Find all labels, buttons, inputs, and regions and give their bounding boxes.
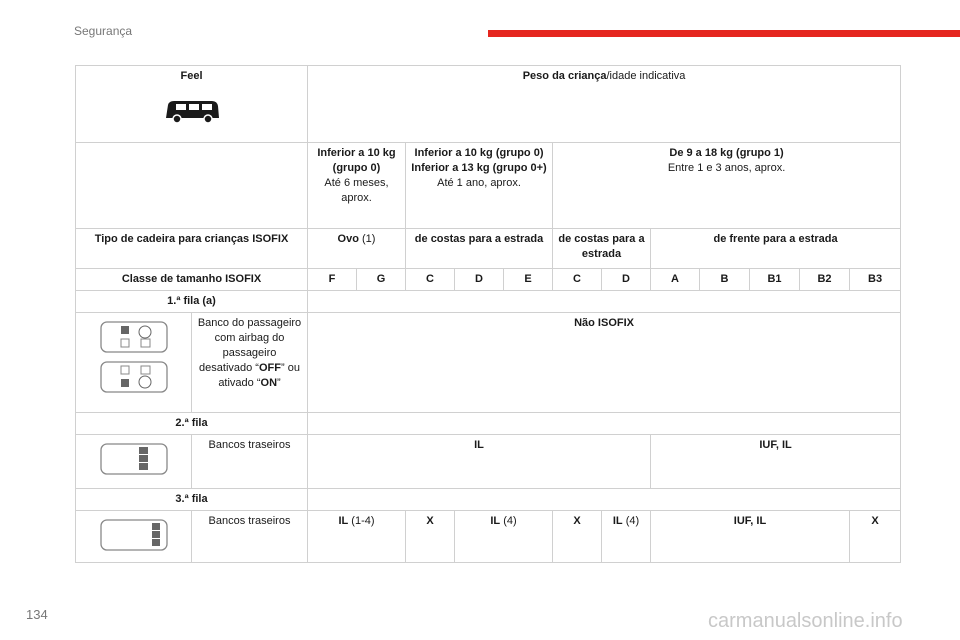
row3-title-empty bbox=[308, 489, 901, 511]
size-class-b1: B1 bbox=[750, 269, 800, 291]
group-0-cell bbox=[308, 143, 406, 229]
group-1-note: Entre 1 e 3 anos, aprox. bbox=[667, 162, 786, 174]
row3-title-row bbox=[76, 489, 901, 511]
van-icon bbox=[162, 94, 222, 128]
size-class-row bbox=[76, 269, 901, 291]
row3-desc: Bancos traseiros bbox=[192, 511, 308, 563]
row1-desc bbox=[192, 313, 308, 413]
ovo-label: Ovo bbox=[337, 233, 359, 245]
row3-v5-bold: IL bbox=[612, 515, 623, 527]
seat-type-row bbox=[76, 229, 901, 269]
feel-label: Feel bbox=[180, 70, 203, 82]
size-class-b: B bbox=[700, 269, 750, 291]
group-0plus-cell bbox=[406, 143, 553, 229]
row1-car-cell bbox=[76, 313, 192, 413]
seat-type-forward-facing: de frente para a estrada bbox=[651, 229, 901, 269]
row3-v7: X bbox=[850, 511, 901, 563]
row2-title-row bbox=[76, 413, 901, 435]
section-title: Segurança bbox=[74, 24, 133, 38]
car-top-view-icon bbox=[99, 320, 169, 354]
row1-value: Não ISOFIX bbox=[308, 313, 901, 413]
size-class-c2: C bbox=[553, 269, 602, 291]
size-class-a: A bbox=[651, 269, 700, 291]
group-0plus-note: Até 1 ano, aprox. bbox=[437, 177, 521, 189]
row1-desc-2: ” ou ativado “ bbox=[218, 362, 300, 389]
size-class-d: D bbox=[455, 269, 504, 291]
row3-v3 bbox=[455, 511, 553, 563]
row3-v4: X bbox=[553, 511, 602, 563]
row1-off: OFF bbox=[258, 362, 281, 374]
size-class-b3: B3 bbox=[850, 269, 901, 291]
groups-empty-cell bbox=[76, 143, 308, 229]
weight-header-cell bbox=[308, 66, 901, 143]
row3-v2: X bbox=[406, 511, 455, 563]
group-0-note: Até 6 meses, aprox. bbox=[324, 177, 389, 204]
row3-v3-note: (4) bbox=[500, 515, 517, 527]
row3-v3-bold: IL bbox=[490, 515, 501, 527]
table-header-row bbox=[76, 66, 901, 143]
row1-content-row bbox=[76, 313, 901, 413]
group-0-label: Inferior a 10 kg (grupo 0) bbox=[317, 147, 396, 174]
size-class-c: C bbox=[406, 269, 455, 291]
size-class-b2: B2 bbox=[800, 269, 850, 291]
feel-cell bbox=[76, 66, 308, 143]
isofix-table bbox=[75, 65, 901, 563]
weight-header-rest: /idade indicativa bbox=[606, 70, 686, 82]
row1-desc-3: ” bbox=[277, 377, 281, 389]
row1-title: 1.ª fila (a) bbox=[76, 291, 308, 313]
group-0plus-label: Inferior a 13 kg (grupo 0+) bbox=[411, 162, 547, 174]
row2-value-il: IL bbox=[308, 435, 651, 489]
size-class-d2: D bbox=[602, 269, 651, 291]
weight-header-bold: Peso da criança bbox=[522, 70, 607, 82]
row3-v5-note: (4) bbox=[622, 515, 640, 527]
seat-type-ovo bbox=[308, 229, 406, 269]
row2-content-row bbox=[76, 435, 901, 489]
row1-on: ON bbox=[260, 377, 278, 389]
seat-type-label: Tipo de cadeira para crianças ISOFIX bbox=[76, 229, 308, 269]
section-accent-bar bbox=[488, 30, 960, 37]
ovo-note: (1) bbox=[358, 233, 376, 245]
seat-type-rear-facing-2: de costas para a estrada bbox=[553, 229, 651, 269]
size-class-e: E bbox=[504, 269, 553, 291]
row3-v1-note: (1-4) bbox=[348, 515, 375, 527]
row3-car-cell bbox=[76, 511, 192, 563]
groups-row bbox=[76, 143, 901, 229]
row3-title: 3.ª fila bbox=[76, 489, 308, 511]
watermark: carmanualsonline.info bbox=[708, 610, 903, 632]
car-top-view-icon-2 bbox=[99, 360, 169, 394]
row3-v1-bold: IL bbox=[338, 515, 349, 527]
car-top-view-icon bbox=[99, 442, 169, 476]
group-1-cell bbox=[553, 143, 901, 229]
size-class-label: Classe de tamanho ISOFIX bbox=[76, 269, 308, 291]
row2-title-empty bbox=[308, 413, 901, 435]
row2-title: 2.ª fila bbox=[76, 413, 308, 435]
row1-title-empty bbox=[308, 291, 901, 313]
row3-v6: IUF, IL bbox=[651, 511, 850, 563]
row2-value-iuf: IUF, IL bbox=[651, 435, 901, 489]
row3-content-row bbox=[76, 511, 901, 563]
group-0-label-b: Inferior a 10 kg (grupo 0) bbox=[414, 147, 544, 159]
car-top-view-icon bbox=[99, 518, 169, 552]
page-number: 134 bbox=[26, 607, 48, 622]
size-class-f: F bbox=[308, 269, 357, 291]
seat-type-rear-facing-1: de costas para a estrada bbox=[406, 229, 553, 269]
row1-desc-1: Banco do passageiro com airbag do passageiro desativado “ bbox=[197, 317, 302, 374]
row3-v5 bbox=[602, 511, 651, 563]
row2-car-cell bbox=[76, 435, 192, 489]
row1-title-row bbox=[76, 291, 901, 313]
group-1-label: De 9 a 18 kg (grupo 1) bbox=[669, 147, 784, 159]
row2-desc: Bancos traseiros bbox=[192, 435, 308, 489]
row3-v1 bbox=[308, 511, 406, 563]
size-class-g: G bbox=[357, 269, 406, 291]
